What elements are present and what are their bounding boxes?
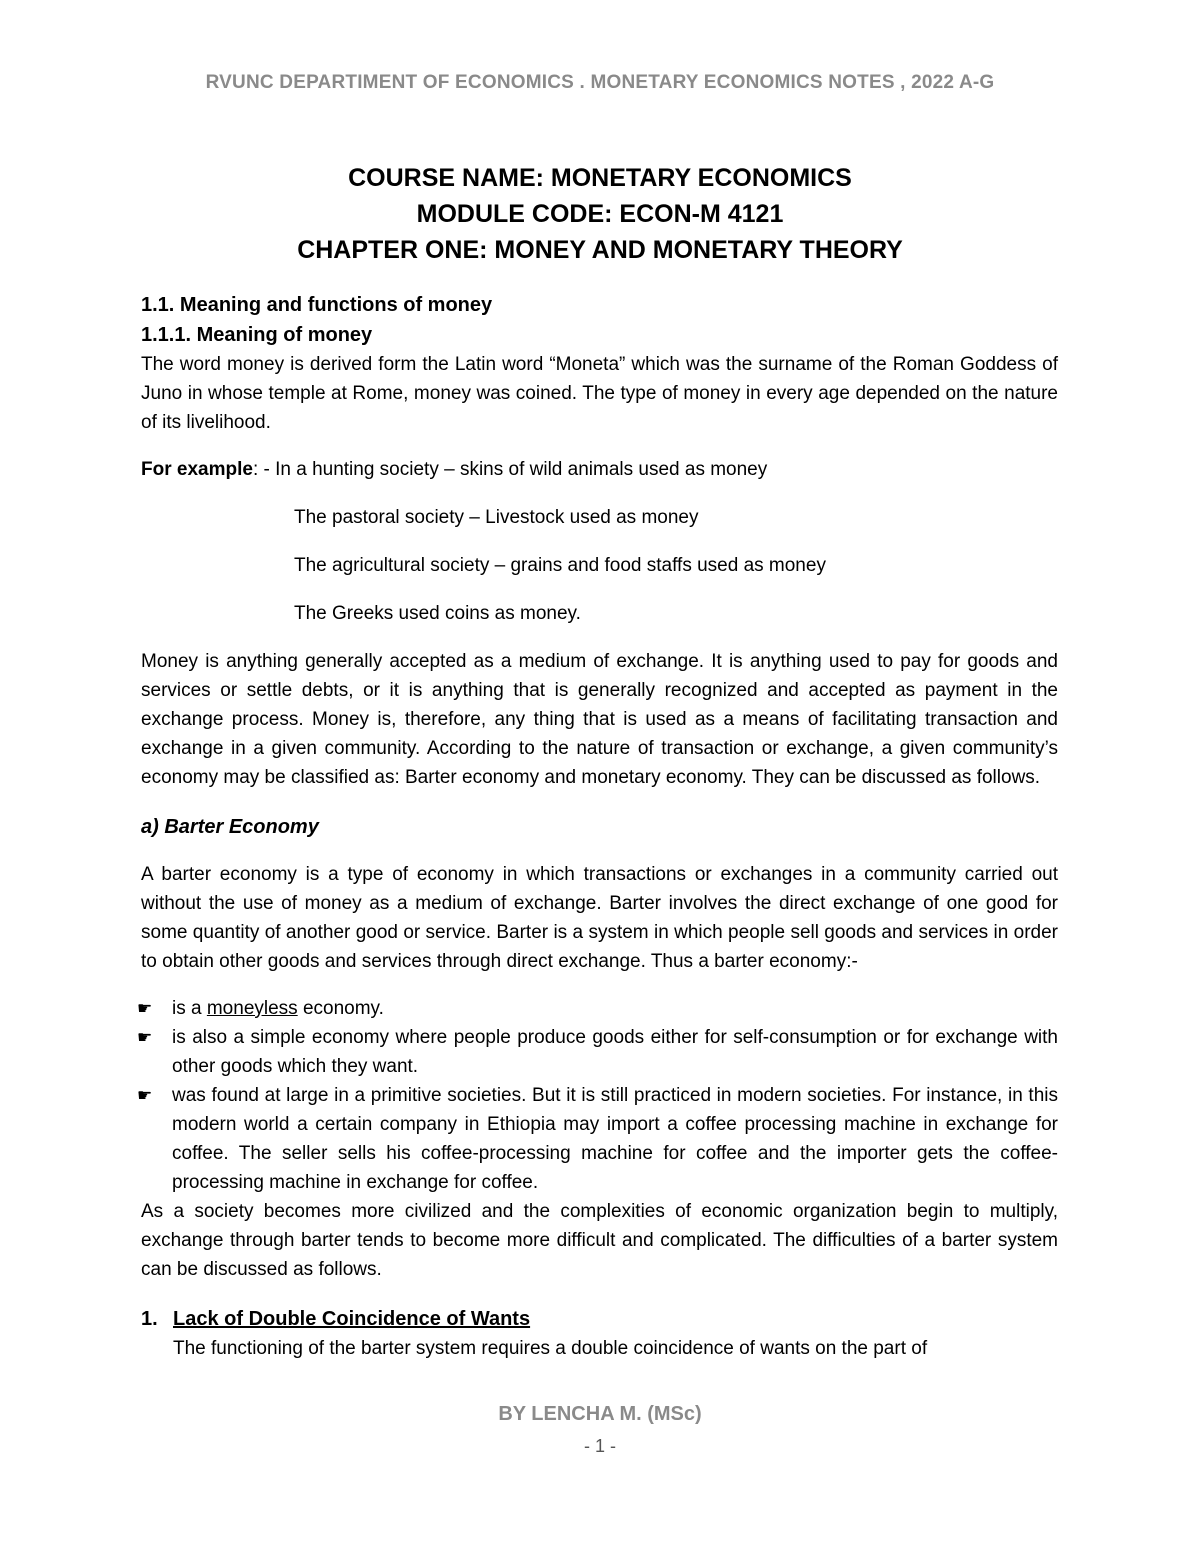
barter-economy-heading: a) Barter Economy bbox=[141, 816, 319, 838]
footer-author: BY LENCHA M. (MSc) bbox=[498, 1403, 702, 1425]
section-heading-1-1-1: 1.1.1. Meaning of money bbox=[141, 324, 373, 346]
running-header: RVUNC DEPARTIMENT OF ECONOMICS . MONETARY ECONOMICS NOTES , 2022 A-G bbox=[205, 72, 995, 93]
course-name-title: COURSE NAME: MONETARY ECONOMICS bbox=[348, 164, 852, 192]
chapter-title: CHAPTER ONE: MONEY AND MONETARY THEORY bbox=[297, 236, 903, 264]
difficulty-heading bbox=[141, 1304, 1058, 1334]
example-item: The Greeks used coins as money. bbox=[294, 603, 581, 624]
barter-closing-paragraph: As a society becomes more civilized and the complexities of economic organization begin to multiply, exchange through barter tends to become more difficult and complicated. The difficulties of a barter system can be discussed as follows. bbox=[141, 1201, 1058, 1280]
intro-paragraph: The word money is derived form the Latin word “Moneta” which was the surname of the Roman Goddess of Juno in whose temple at Rome, money was coined. The type of money in every age depended on the nature of its livelihood. bbox=[141, 354, 1058, 433]
difficulty-paragraph: The functioning of the barter system requires a double coincidence of wants on the part of bbox=[173, 1338, 928, 1359]
underlined-term: moneyless bbox=[206, 998, 298, 1019]
barter-intro-paragraph: A barter economy is a type of economy in which transactions or exchanges in a community carried out without the use of money as a medium of exchange. Barter involves the direct exchange of one good for some quantity of another good or service. Barter is a system in which people sell goods and services in order to obtain other goods and services through direct exchange. Thus a barter economy:- bbox=[141, 864, 1058, 972]
page-number: - 1 - bbox=[583, 1436, 616, 1456]
module-code-title: MODULE CODE: ECON-M 4121 bbox=[416, 200, 784, 228]
example-item: The pastoral society – Livestock used as money bbox=[294, 507, 699, 528]
example-label: For example bbox=[141, 459, 253, 480]
barter-features-list bbox=[137, 994, 1058, 1197]
difficulty-number: 1. bbox=[141, 1308, 158, 1330]
section-heading-1-1: 1.1. Meaning and functions of money bbox=[141, 294, 493, 316]
money-definition-paragraph: Money is anything generally accepted as a medium of exchange. It is anything used to pay for goods and services or settle debts, or it is anything that is generally recognized and accepted as payment in the exchange process. Money is, therefore, any thing that is used as a means of facilitating transaction and exchange in a given community. According to the nature of transaction or exchange, a given community’s economy may be classified as: Barter economy and monetary economy. They can be discussed as follows. bbox=[141, 651, 1058, 788]
document-titles bbox=[0, 160, 1200, 268]
pointing-hand-icon: ☛ bbox=[137, 1086, 153, 1105]
example-first-line bbox=[141, 455, 1058, 484]
example-first-text: : - In a hunting society – skins of wild animals used as money bbox=[252, 459, 768, 480]
list-item: ☛ is a moneyless economy. bbox=[141, 994, 1058, 1023]
pointing-hand-icon: ☛ bbox=[137, 1028, 153, 1047]
example-item: The agricultural society – grains and food staffs used as money bbox=[294, 555, 826, 576]
page-body bbox=[137, 290, 1058, 1363]
list-item: ☛ was found at large in a primitive societies. But it is still practiced in modern societies. For instance, in this modern world a certain company in Ethiopia may import a coffee processing machine in exchange for coffee. The seller sells his coffee-processing machine for coffee and the importer gets the coffee-processing machine in exchange for coffee. bbox=[141, 1081, 1058, 1197]
pointing-hand-icon: ☛ bbox=[137, 999, 153, 1018]
difficulty-title: Lack of Double Coincidence of Wants bbox=[173, 1308, 531, 1330]
list-item: ☛ is also a simple economy where people produce goods either for self-consumption or for exchange with other goods which they want. bbox=[141, 1023, 1058, 1081]
